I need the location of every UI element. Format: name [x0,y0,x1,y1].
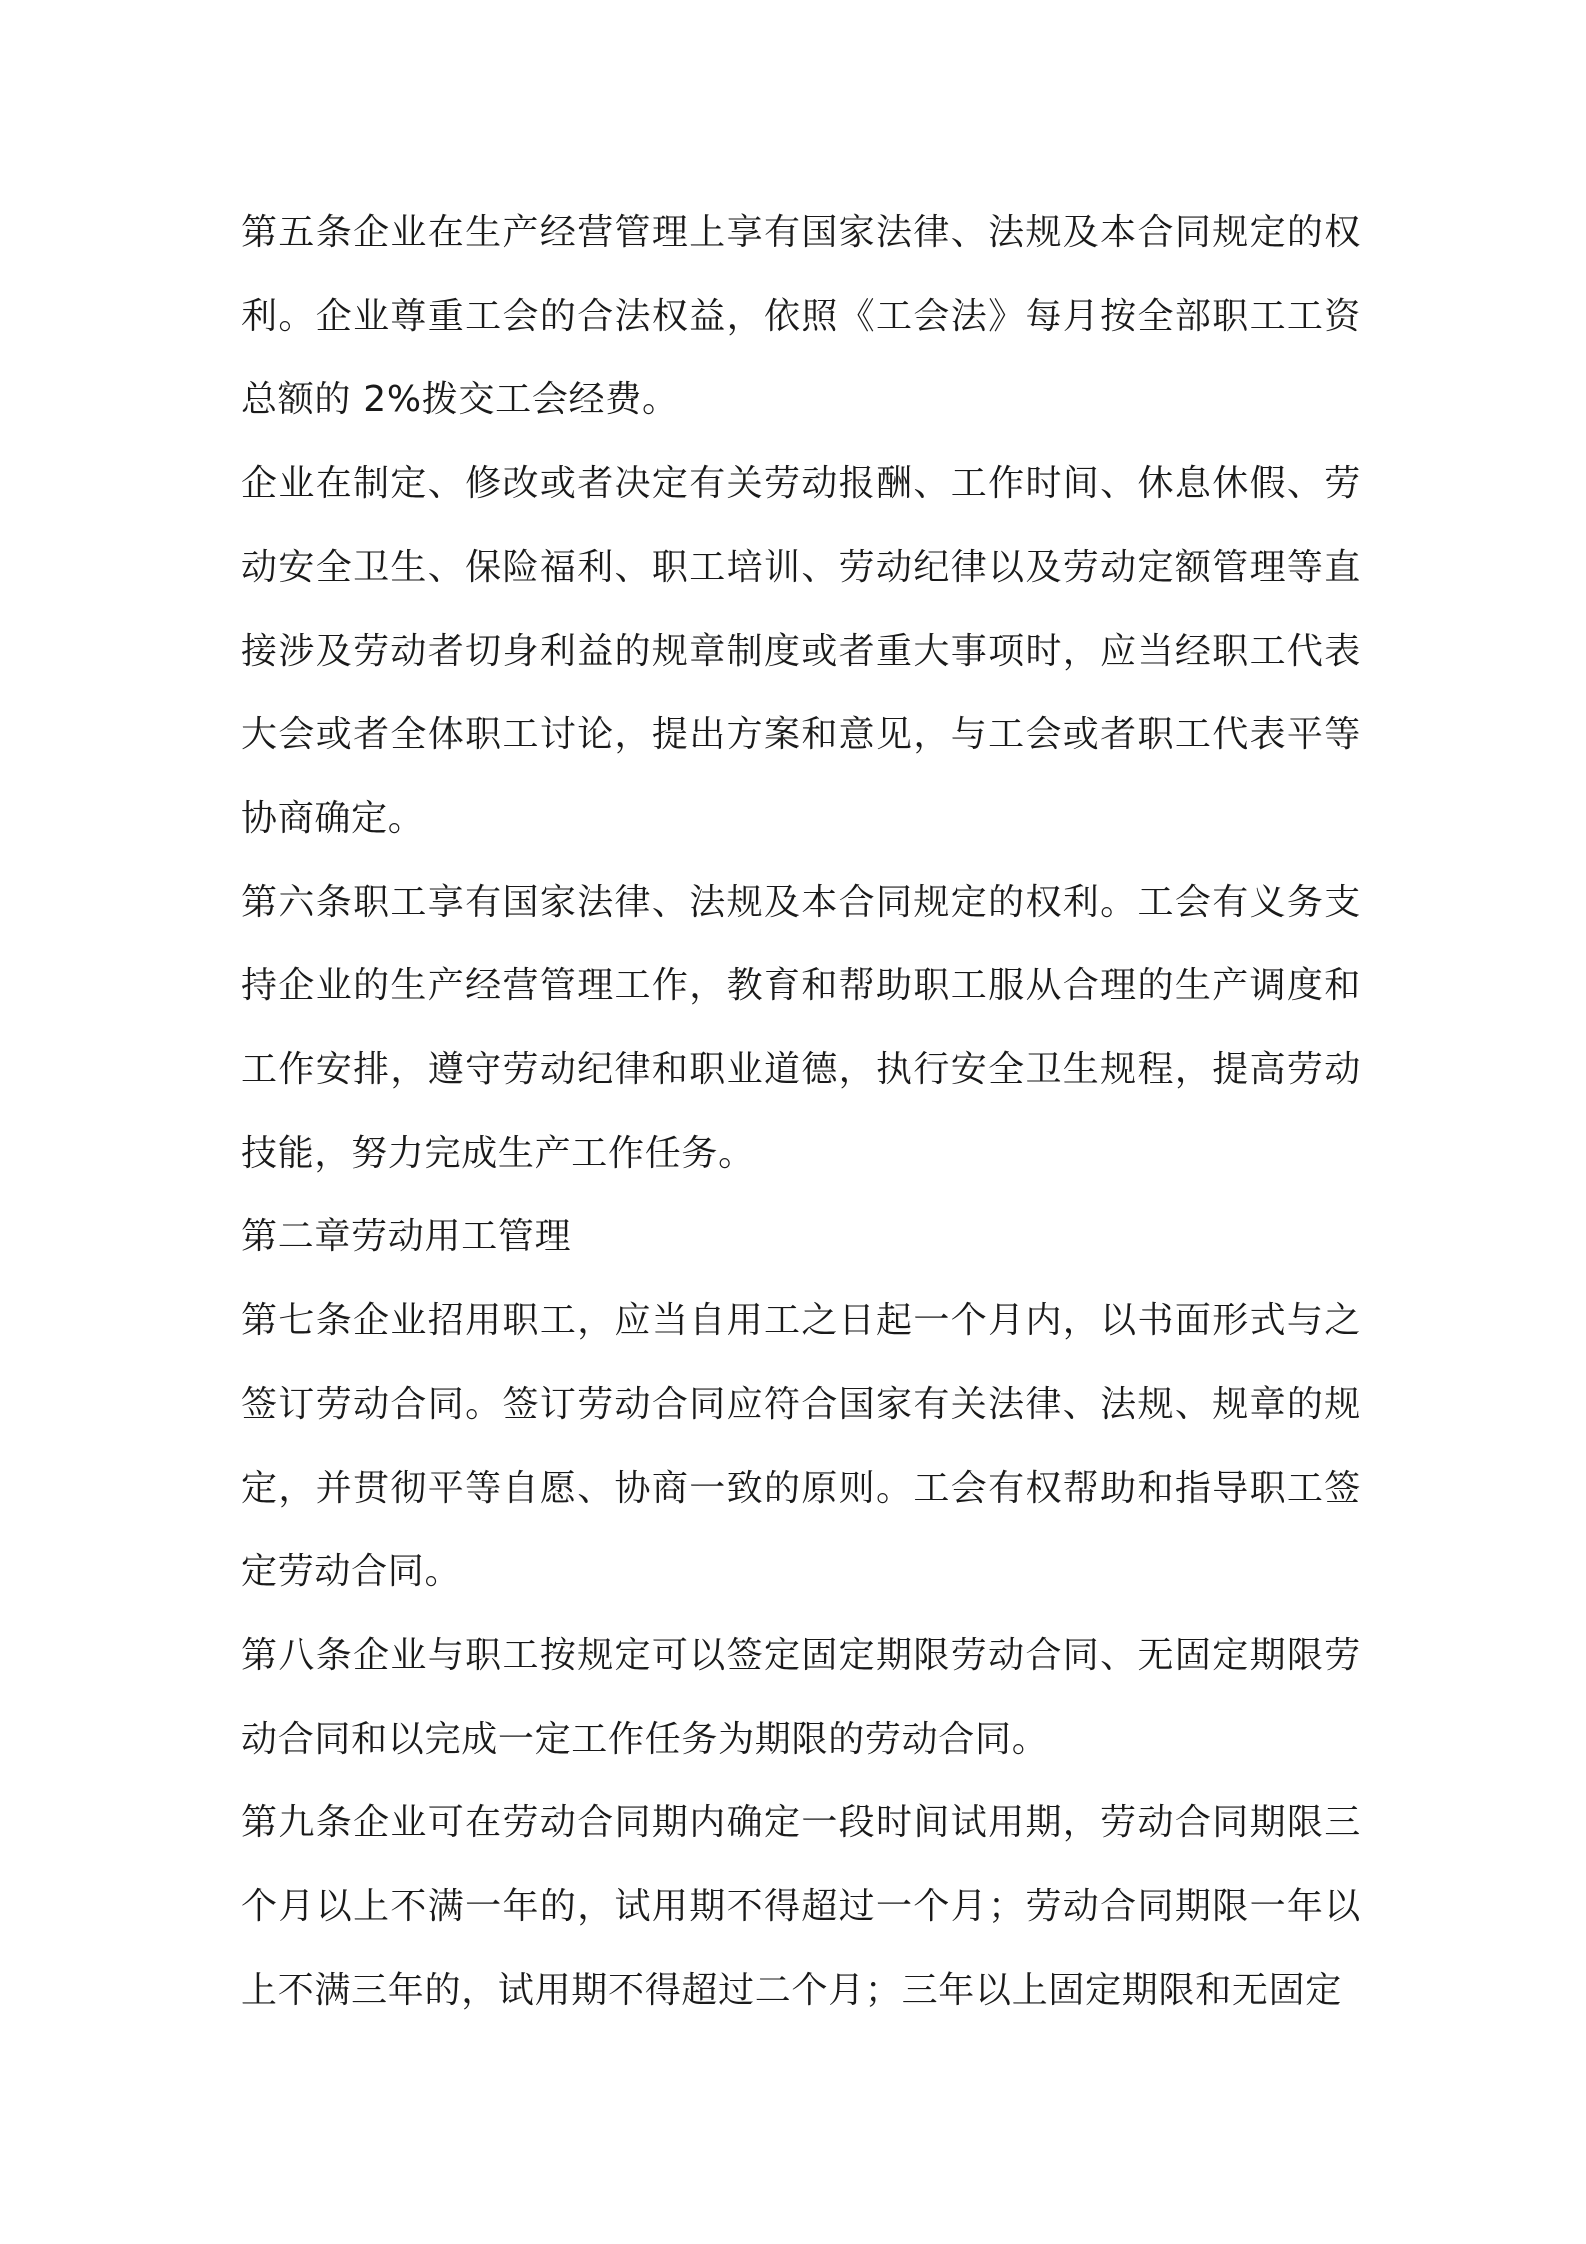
article-9-paragraph: 第九条企业可在劳动合同期内确定一段时间试用期，劳动合同期限三个月以上不满一年的，试用期不得超过一个月；劳动合同期限一年以上不满三年的，试用期不得超过二个月；三年以上固定期限和无固定 [241,1802,1361,2011]
article-5-paragraph: 第五条企业在生产经营管理上享有国家法律、法规及本合同规定的权利。企业尊重工会的合法权益，依照《工会法》每月按全部职工工资总额的 2%拨交工会经费。 [241,212,1361,421]
article-7-paragraph: 第七条企业招用职工，应当自用工之日起一个月内，以书面形式与之签订劳动合同。签订劳动合同应符合国家有关法律、法规、规章的规定，并贯彻平等自愿、协商一致的原则。工会有权帮助和指导职工签定劳动合同。 [241,1300,1361,1593]
article-8-paragraph: 第八条企业与职工按规定可以签定固定期限劳动合同、无固定期限劳动合同和以完成一定工作任务为期限的劳动合同。 [241,1634,1361,1760]
chapter-2-heading: 第二章劳动用工管理 [241,1216,572,1258]
article-6-paragraph: 第六条职工享有国家法律、法规及本合同规定的权利。工会有义务支持企业的生产经营管理工作，教育和帮助职工服从合理的生产调度和工作安排，遵守劳动纪律和职业道德，执行安全卫生规程，提高劳动技能，努力完成生产工作任务。 [241,881,1361,1174]
document-page [241,191,1361,2032]
article-5-continuation-paragraph: 企业在制定、修改或者决定有关劳动报酬、工作时间、休息休假、劳动安全卫生、保险福利、职工培训、劳动纪律以及劳动定额管理等直接涉及劳动者切身利益的规章制度或者重大事项时，应当经职工代表大会或者全体职工讨论，提出方案和意见，与工会或者职工代表平等协商确定。 [241,463,1361,839]
